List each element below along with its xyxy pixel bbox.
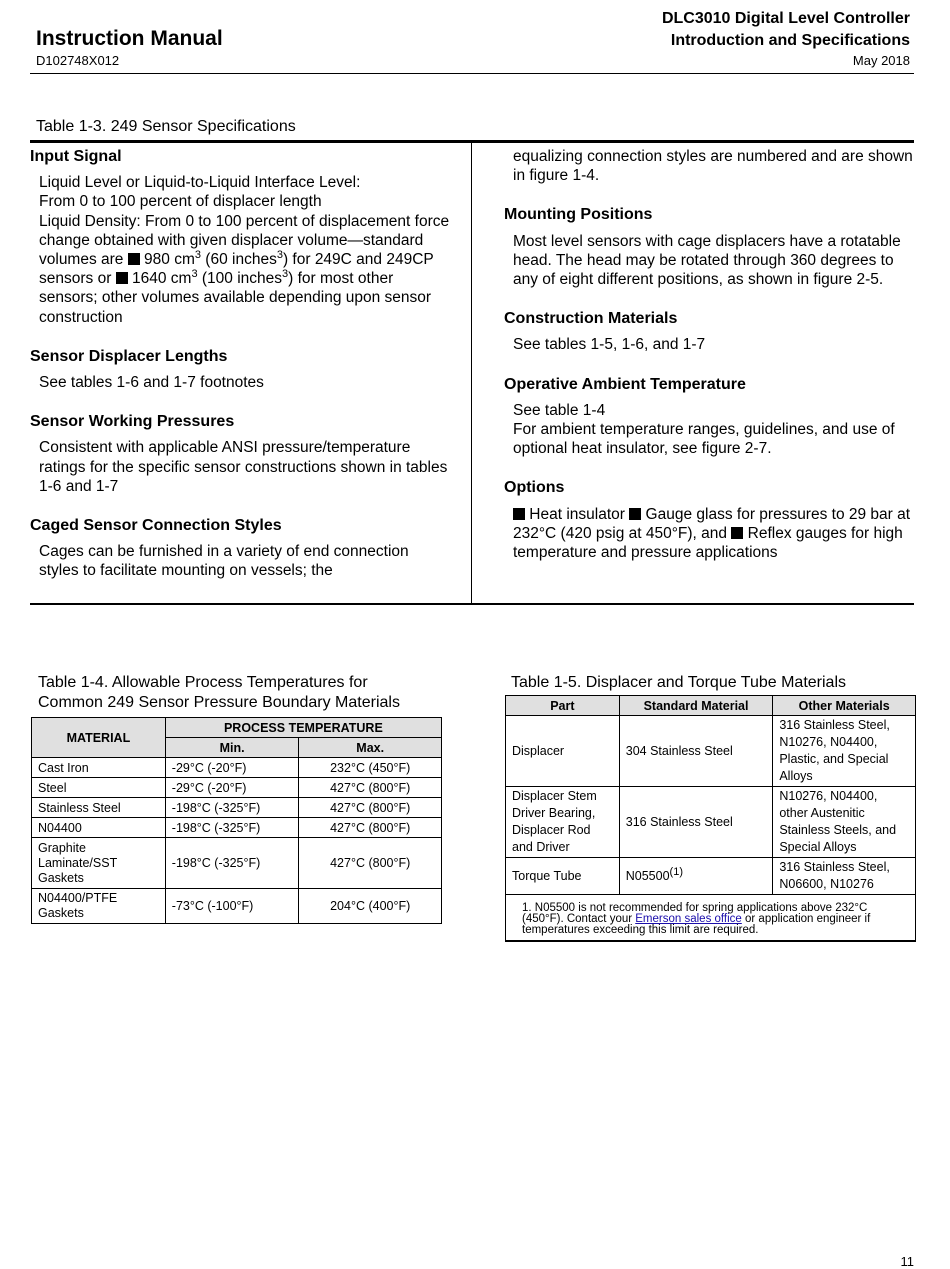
column-header-process-temperature: PROCESS TEMPERATURE (165, 718, 441, 738)
table-row: Stainless Steel -198°C (-325°F) 427°C (800°F) (32, 798, 442, 818)
density-text: Liquid Density: From 0 to 100 percent of displacement force change obtained with given displacer volume—standard volumes are 980 $cm^3$ (60 inches$^3$) for 249C and 249CP sensors or 1640 $cm^3$ (100 inches$^3$) for most other sensors; other volumes available depending upon sensor construction (39, 212, 450, 326)
input-signal-body (39, 173, 450, 327)
options-body: Heat insulator Gauge glass for pressures to 29 bar at 232°C (420 psig at 450°F), and Reflex gauges for high temperature and pressure applications (513, 505, 911, 562)
construction-materials-heading: Construction Materials (504, 310, 678, 328)
working-pressures-body: Consistent with applicable ANSI pressure/temperature ratings for the specific sensor constructions shown in tables 1-6 and 1-7 (39, 439, 448, 495)
column-header-other-materials: Other Materials (773, 696, 916, 716)
table-row: Steel -29°C (-20°F) 427°C (800°F) (32, 778, 442, 798)
square-bullet-icon (128, 253, 140, 265)
emerson-sales-office-link[interactable]: Emerson sales office (635, 913, 742, 925)
options-heading: Options (504, 479, 565, 497)
table-1-4 (31, 717, 442, 924)
product-title-line2: Introduction and Specifications (670, 32, 910, 49)
table-1-3-divider (471, 143, 472, 604)
table-1-5-footnote: 1. N05500 is not recommended for spring applications above 232°C (450°F). Contact your Emerson sales office or application engineer if temperatures exceeding this limit are required. (506, 895, 916, 942)
table-row: Graphite Laminate/SST Gaskets -198°C (-325°F) 427°C (800°F) (32, 838, 442, 889)
mounting-positions-heading: Mounting Positions (504, 206, 653, 224)
page-number: 11 (900, 1254, 914, 1269)
table-row: Displacer Stem Driver Bearing, Displacer Rod and Driver 316 Stainless Steel N10276, N04400, other Austenitic Stainless Steels, and Special Alloys (506, 787, 916, 858)
square-bullet-icon (731, 527, 743, 539)
product-title (662, 8, 910, 52)
input-signal-heading: Input Signal (30, 148, 122, 165)
table-footnote-row (506, 895, 916, 942)
publication-date: May 2018 (852, 53, 910, 68)
document-number: D102748X012 (36, 53, 120, 68)
product-title-line1: DLC3010 Digital Level Controller (661, 10, 910, 27)
column-header-part: Part (506, 696, 620, 716)
level-label: Liquid Level or Liquid-to-Liquid Interface Level: (39, 174, 361, 192)
construction-materials-body: See tables 1-5, 1-6, and 1-7 (513, 336, 706, 354)
connection-styles-body: Cages can be furnished in a variety of end connection styles to facilitate mounting on vessels; the (39, 543, 409, 580)
ambient-temperature-body: See table 1-4 For ambient temperature ranges, guidelines, and use of optional heat insulator, see figure 2-7. (513, 401, 895, 458)
working-pressures-heading: Sensor Working Pressures (30, 413, 235, 431)
mounting-positions-body: Most level sensors with cage displacers have a rotatable head. The head may be rotated through 360 degrees to any of eight different positions, as shown in figure 2-5. (513, 232, 901, 289)
ambient-temperature-heading: Operative Ambient Temperature (504, 375, 746, 393)
column-header-standard-material: Standard Material (619, 696, 773, 716)
level-text: From 0 to 100 percent of displacer length (39, 193, 322, 211)
square-bullet-icon (629, 508, 641, 520)
table-1-3-left-column (30, 147, 450, 581)
square-bullet-icon (116, 272, 128, 284)
header-rule (30, 73, 914, 74)
table-1-4-title: Table 1-4. Allowable Process Temperatures for Common 249 Sensor Pressure Boundary Materials (38, 674, 400, 711)
table-1-3-title: Table 1-3. 249 Sensor Specifications (36, 118, 296, 135)
connection-styles-continued: equalizing connection styles are numbered and are shown in figure 1-4. (513, 148, 913, 185)
table-row: Displacer 304 Stainless Steel 316 Stainless Steel, N10276, N04400, Plastic, and Special Alloys (506, 716, 916, 787)
column-header-material: MATERIAL (32, 718, 166, 758)
density-label: Liquid Density: (39, 212, 141, 230)
column-header-min: Min. (165, 738, 299, 758)
manual-title: Instruction Manual (36, 27, 223, 50)
table-row: N04400 -198°C (-325°F) 427°C (800°F) (32, 818, 442, 838)
table-row: Torque Tube N05500$^{(1)}$ 316 Stainless Steel, N06600, N10276 (506, 858, 916, 895)
table-1-5-title: Table 1-5. Displacer and Torque Tube Materials (511, 674, 846, 691)
table-row: Cast Iron -29°C (-20°F) 232°C (450°F) (32, 758, 442, 778)
column-header-max: Max. (299, 738, 442, 758)
table-row: N04400/PTFE Gaskets -73°C (-100°F) 204°C (400°F) (32, 889, 442, 924)
table-1-3-right-column (504, 147, 914, 562)
square-bullet-icon (513, 508, 525, 520)
displacer-lengths-heading: Sensor Displacer Lengths (30, 347, 228, 365)
connection-styles-heading: Caged Sensor Connection Styles (30, 517, 282, 535)
table-1-5 (505, 695, 916, 942)
displacer-lengths-body: See tables 1-6 and 1-7 footnotes (39, 374, 264, 392)
